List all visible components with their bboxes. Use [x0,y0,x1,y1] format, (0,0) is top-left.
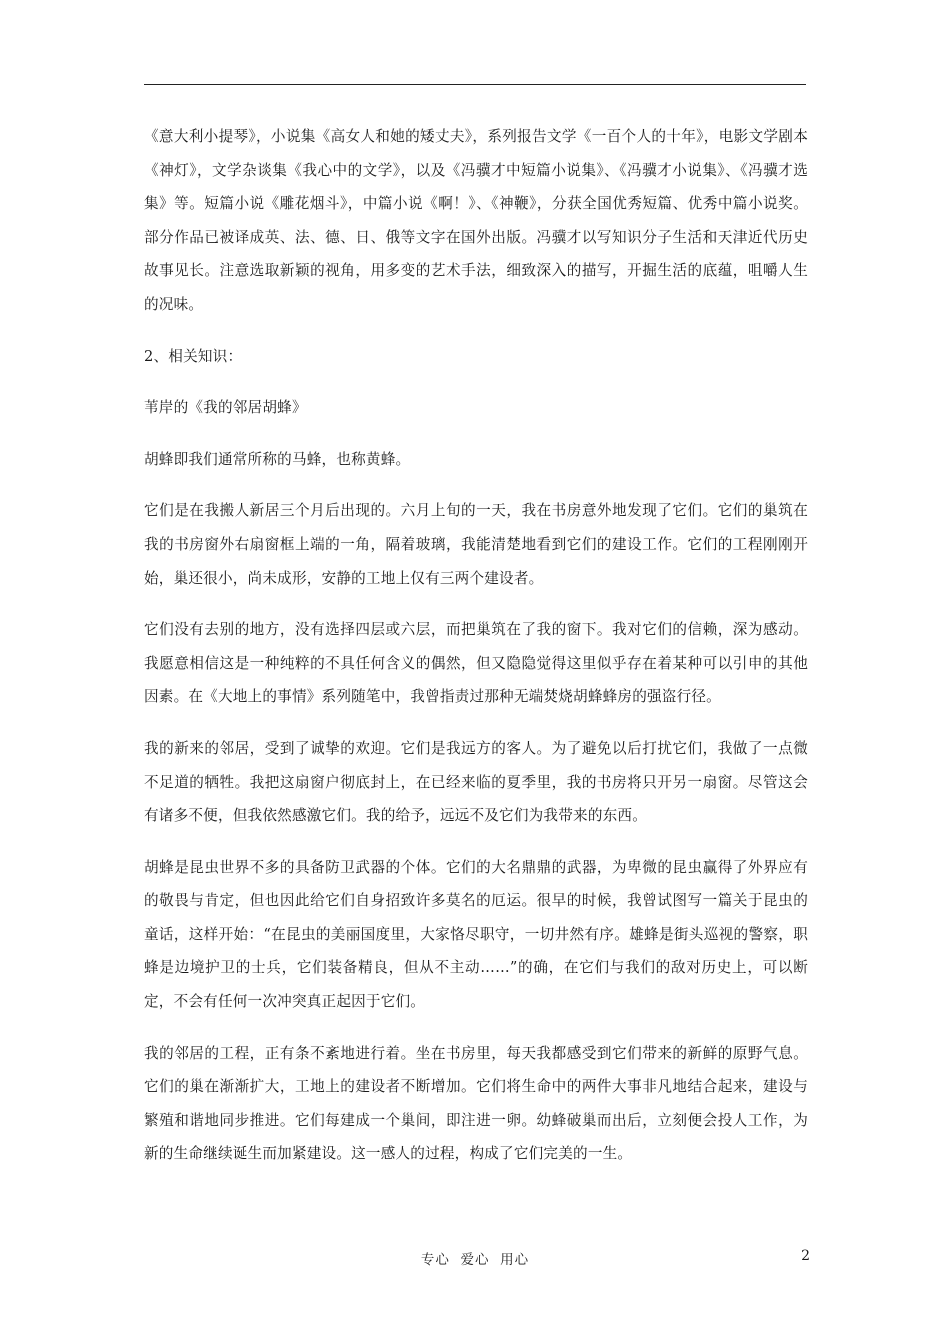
section-heading-related-knowledge: 2、相关知识： [144,347,243,365]
paragraph-welcome: 我的新来的邻居，受到了诚挚的欢迎。它们是我远方的客人。为了避免以后打扰它们，我做了一点微不足道的牺牲。我把这扇窗户彻底封上，在已经来临的夏季里，我的书房将只开另一扇窗。尽管这会有诸多不便，但我依然感激它们。我的给予，远远不及它们为我带来的东西。 [144,739,808,825]
paragraph-definition: 胡蜂即我们通常所称的马蜂，也称黄蜂。 [144,450,411,468]
paragraph-weapons: 胡蜂是昆虫世界不多的具备防卫武器的个体。它们的大名鼎鼎的武器，为卑微的昆虫赢得了外界应有的敬畏与肯定，但也因此给它们自身招致许多莫名的厄运。很早的时候，我曾试图写一篇关于昆虫的童话，这样开始：“在昆虫的美丽国度里，大家恪尽职守，一切井然有序。雄蜂是街头巡视的警察，职蜂是边境护卫的士兵，它们装备精良，但从不主动……”的确，在它们与我们的敌对历史上，可以断定，不会有任何一次冲突真正起因于它们。 [144,858,808,1011]
page-number: 2 [801,1248,810,1264]
paragraph-arrival: 它们是在我搬人新居三个月后出现的。六月上旬的一天，我在书房意外地发现了它们。它们的巢筑在我的书房窗外右扇窗框上端的一角，隔着玻璃，我能清楚地看到它们的建设工作。它们的工程刚刚开始，巢还很小，尚未成形，安静的工地上仅有三两个建设者。 [144,502,808,587]
header-rule [144,84,806,85]
paragraph-construction: 我的邻居的工程，正有条不紊地进行着。坐在书房里，每天我都感受到它们带来的新鲜的原野气息。它们的巢在渐渐扩大，工地上的建设者不断增加。它们将生命中的两件大事非凡地结合起来，建设与繁殖和谐地同步推进。它们每建成一个巢间，即注进一卵。幼蜂破巢而出后，立刻便会投人工作，为新的生命继续诞生而加紧建设。这一感人的过程，构成了它们完美的一生。 [144,1044,808,1163]
document-body [144,120,808,1189]
footer-motto: 专心 爱心 用心 [420,1252,530,1268]
paragraph-trust: 它们没有去别的地方，没有选择四层或六层，而把巢筑在了我的窗下。我对它们的信赖，深为感动。我愿意相信这是一种纯粹的不具任何含义的偶然，但又隐隐觉得这里似乎存在着某种可以引申的其他因素。在《大地上的事情》系列随笔中，我曾指责过那种无端焚烧胡蜂蜂房的强盗行径。 [144,621,808,706]
paragraph-works-list: 《意大利小提琴》，小说集《高女人和她的矮丈夫》，系列报告文学《一百个人的十年》，电影文学剧本《神灯》，文学杂谈集《我心中的文学》，以及《冯骥才中短篇小说集》、《冯骥才小说集》、《冯骥才选集》等。短篇小说《雕花烟斗》，中篇小说《啊！》、《神鞭》，分获全国优秀短篇、优秀中篇小说奖。部分作品已被译成英、法、德、日、俄等文字在国外出版。冯骥才以写知识分子生活和天津近代历史故事见长。注意选取新颖的视角，用多变的艺术手法，细致深入的描写，开掘生活的底蕴，咀嚼人生的况味。 [144,128,808,313]
essay-title: 苇岸的《我的邻居胡蜂》 [144,399,307,417]
